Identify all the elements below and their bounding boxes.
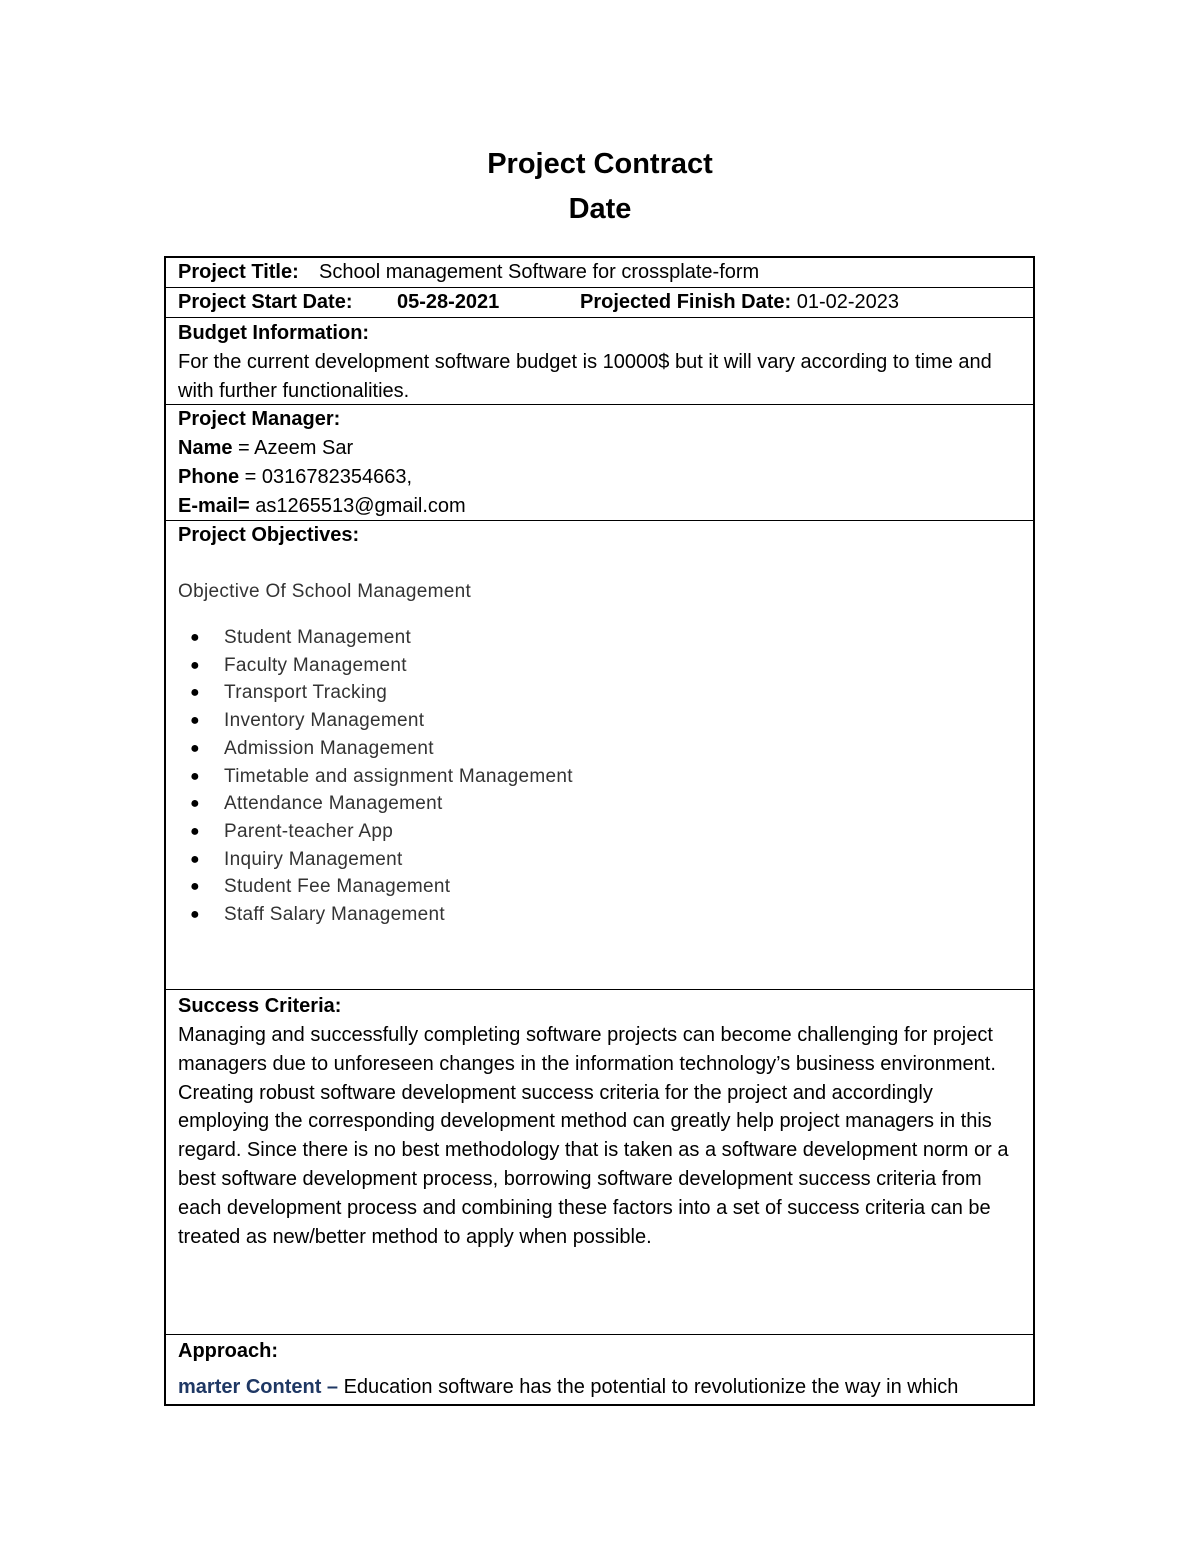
bullet-icon: ● <box>190 767 200 785</box>
finish-date-label: Projected Finish Date: <box>580 291 792 313</box>
project-objectives-row <box>166 521 1033 990</box>
budget-text: For the current development software budget is 10000$ but it will vary according to time and with further functionalities. <box>178 351 992 402</box>
budget-row <box>166 318 1033 405</box>
objective-text: Admission Management <box>224 737 434 759</box>
approach-label: Approach: <box>178 1340 278 1362</box>
objective-text: Attendance Management <box>224 793 443 815</box>
project-title-label: Project Title: <box>178 261 299 283</box>
project-manager-row <box>166 405 1033 521</box>
objective-text: Parent-teacher App <box>224 820 394 842</box>
list-item <box>178 873 1023 901</box>
objective-text: Student Fee Management <box>224 876 451 898</box>
document-title: Project Contract <box>487 148 713 180</box>
bullet-icon: ● <box>190 795 200 813</box>
bullet-icon: ● <box>190 629 200 646</box>
approach-row <box>166 1335 1033 1404</box>
list-item <box>178 652 1023 680</box>
approach-text-line <box>178 1373 1023 1402</box>
manager-name-value: = Azeem Sar <box>232 437 354 459</box>
list-item <box>178 763 1023 791</box>
manager-phone <box>178 463 1023 492</box>
bullet-icon: ● <box>190 712 200 730</box>
project-dates-row <box>166 288 1033 318</box>
approach-lead: marter Content – <box>178 1376 344 1398</box>
list-item <box>178 624 1023 652</box>
manager-phone-value: = 0316782354663, <box>239 466 413 488</box>
bullet-icon: ● <box>190 906 200 924</box>
list-item <box>178 790 1023 818</box>
start-date-value: 05-28-2021 <box>397 291 500 313</box>
manager-email-value: as1265513@gmail.com <box>249 495 466 517</box>
manager-name-label: Name <box>178 437 233 459</box>
success-criteria-row <box>166 990 1033 1335</box>
success-criteria-label: Success Criteria: <box>178 995 342 1017</box>
manager-phone-label: Phone <box>178 466 240 488</box>
success-criteria-text: Managing and successfully completing software projects can become challenging for project managers due to unforeseen changes in the information technology’s business environment. Creating robust software development success criteria for the project and accordingly employing the corresponding development method can greatly help project managers in this regard. Since there is no best methodology that is taken as a software development norm or a best software development process, borrowing software development success criteria from each development process and combining these factors into a set of success criteria can be treated as new/better method to apply when possible. <box>178 1024 1009 1248</box>
start-date-label: Project Start Date: <box>178 291 353 313</box>
list-item <box>178 735 1023 763</box>
contract-table <box>164 256 1035 1406</box>
list-item <box>178 901 1023 929</box>
budget-label: Budget Information: <box>178 322 370 344</box>
objective-text: Faculty Management <box>224 654 407 676</box>
objectives-list <box>178 624 1023 929</box>
project-manager-label: Project Manager: <box>178 408 341 430</box>
bullet-icon: ● <box>190 822 200 840</box>
approach-text: Education software has the potential to revolutionize the way in which <box>343 1376 959 1398</box>
objective-text: Timetable and assignment Management <box>224 765 573 787</box>
objective-text: Inquiry Management <box>224 848 403 870</box>
project-objectives-label: Project Objectives: <box>178 524 360 546</box>
objective-text: Inventory Management <box>224 710 425 732</box>
bullet-icon: ● <box>190 739 200 757</box>
bullet-icon: ● <box>190 656 200 674</box>
manager-name <box>178 434 1023 463</box>
bullet-icon: ● <box>190 684 200 702</box>
project-title-value: School management Software for crossplate-form <box>319 261 760 283</box>
objective-text: Staff Salary Management <box>224 904 445 926</box>
list-item <box>178 818 1023 846</box>
list-item <box>178 846 1023 874</box>
manager-email-label: E-mail= <box>178 495 250 517</box>
list-item <box>178 707 1023 735</box>
bullet-icon: ● <box>190 878 200 896</box>
objective-text: Student Management <box>224 627 412 648</box>
bullet-icon: ● <box>190 850 200 868</box>
document-date-heading: Date <box>568 193 632 225</box>
objective-text: Transport Tracking <box>224 682 388 704</box>
project-title-row <box>166 258 1033 288</box>
finish-date-value: 01-02-2023 <box>796 291 900 313</box>
manager-email <box>178 492 1023 521</box>
list-item <box>178 679 1023 707</box>
objectives-heading: Objective Of School Management <box>178 581 472 602</box>
